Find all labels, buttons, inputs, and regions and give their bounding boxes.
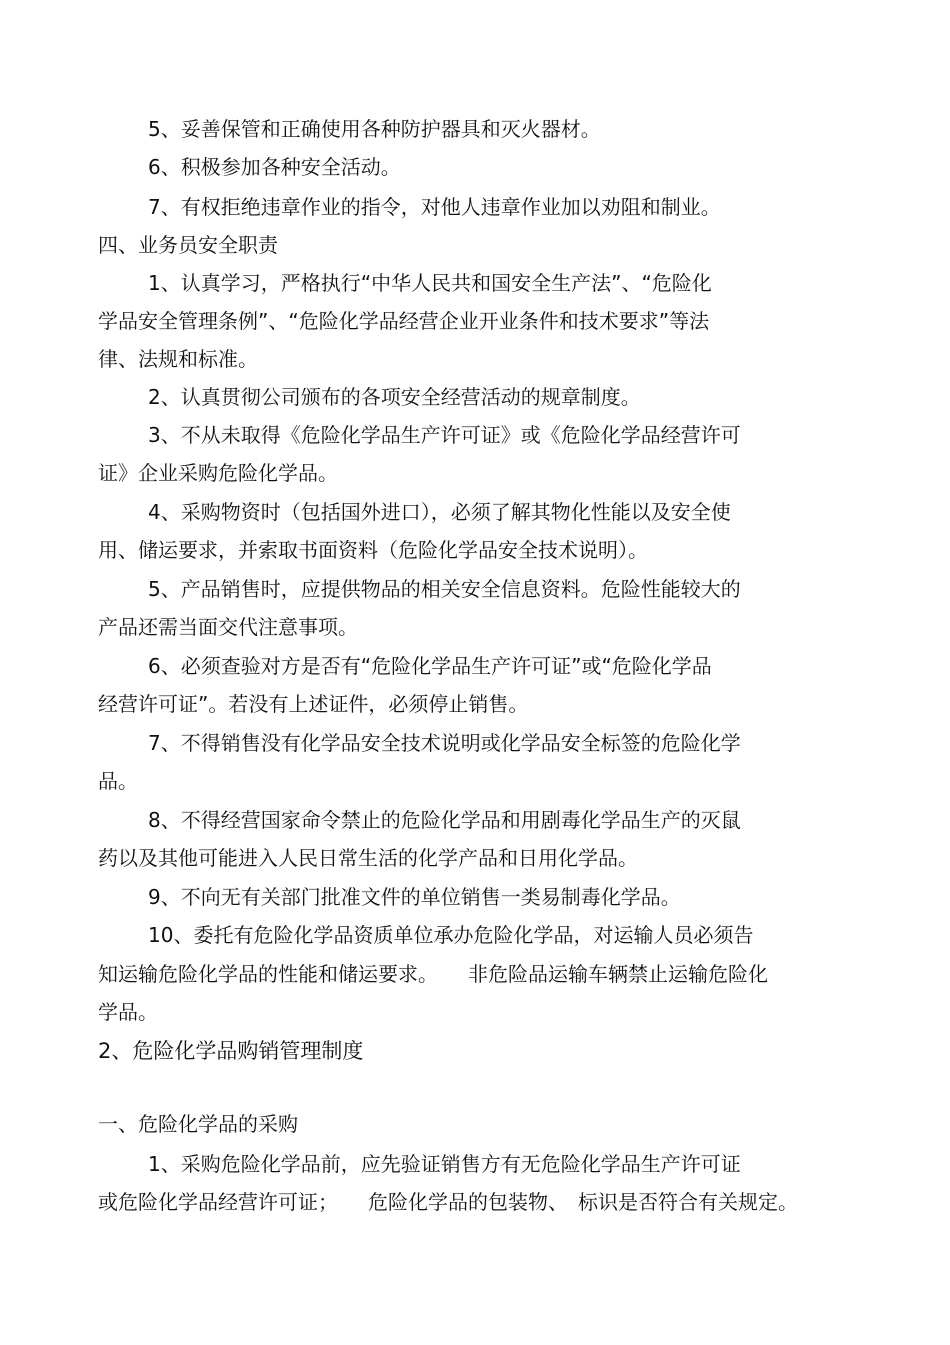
text-line: 7、有权拒绝违章作业的指令，对他人违章作业加以劝阻和制业。 [148, 195, 721, 219]
subsection-heading: 一、危险化学品的采购 [98, 1112, 298, 1136]
text-line: 1、采购危险化学品前，应先验证销售方有无危险化学品生产许可证 [148, 1152, 741, 1176]
text-line: 7、不得销售没有化学品安全技术说明或化学品安全标签的危险化学 [148, 731, 741, 755]
text-line: 品。 [98, 769, 138, 793]
text-line: 学品安全管理条例”、“危险化学品经营企业开业条件和技术要求”等法 [98, 309, 710, 333]
section-heading: 四、业务员安全职责 [98, 233, 278, 257]
text-line: 5、妥善保管和正确使用各种防护器具和灭火器材。 [148, 117, 601, 141]
text-line: 或危险化学品经营许可证； 危险化学品的包装物、 标识是否符合有关规定。 [98, 1190, 798, 1214]
text-line: 学品。 [98, 1000, 158, 1024]
text-line: 2、认真贯彻公司颁布的各项安全经营活动的规章制度。 [148, 385, 641, 409]
text-line: 经营许可证”。若没有上述证件，必须停止销售。 [98, 692, 529, 716]
text-line: 1、认真学习，严格执行“中华人民共和国安全生产法”、“危险化 [148, 271, 712, 295]
text-line: 6、必须查验对方是否有“危险化学品生产许可证”或“危险化学品 [148, 654, 712, 678]
text-line: 证》企业采购危险化学品。 [98, 461, 338, 485]
text-line: 律、法规和标准。 [98, 347, 258, 371]
text-line: 5、产品销售时，应提供物品的相关安全信息资料。危险性能较大的 [148, 577, 741, 601]
text-line: 9、不向无有关部门批准文件的单位销售一类易制毒化学品。 [148, 885, 681, 909]
text-line: 10、委托有危险化学品资质单位承办危险化学品，对运输人员必须告 [148, 923, 754, 947]
text-line: 4、采购物资时（包括国外进口），必须了解其物化性能以及安全使 [148, 500, 731, 524]
text-line: 6、积极参加各种安全活动。 [148, 155, 401, 179]
text-line: 8、不得经营国家命令禁止的危险化学品和用剧毒化学品生产的灭鼠 [148, 808, 741, 832]
text-line: 产品还需当面交代注意事项。 [98, 615, 358, 639]
text-line: 用、储运要求，并索取书面资料（危险化学品安全技术说明）。 [98, 538, 648, 562]
text-line: 药以及其他可能进入人民日常生活的化学产品和日用化学品。 [98, 846, 638, 870]
text-line: 3、不从未取得《危险化学品生产许可证》或《危险化学品经营许可 [148, 423, 741, 447]
section-title: 2、危险化学品购销管理制度 [98, 1039, 364, 1063]
text-line: 知运输危险化学品的性能和储运要求。 非危险品运输车辆禁止运输危险化 [98, 962, 768, 986]
